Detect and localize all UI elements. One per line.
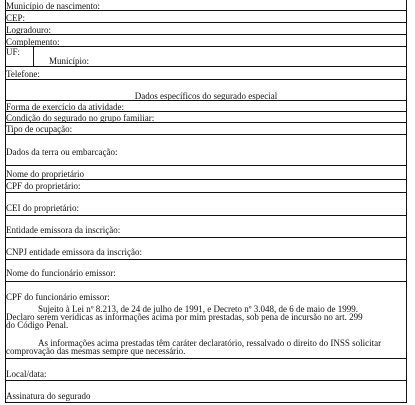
row-cnpj-entidade[interactable] [5,238,407,260]
logradouro-label: Logradouro: [6,25,51,35]
row-tipo-ocupacao[interactable] [5,123,407,135]
row-nome-funcionario[interactable] [5,260,407,282]
row-entidade-emissora[interactable] [5,216,407,238]
declaration-line-5: comprovação das mesmas sempre que necessário. [6,346,186,356]
declaration-line-2: Declaro serem verídicas as informações acima por mim prestadas, sob pena de incursão no art. 299 [6,312,363,322]
row-uf-municipio [5,47,407,67]
cei-proprietario-label: CEI do proprietário: [6,203,79,213]
declaration-line-3: do Código Penal. [6,320,69,330]
row-nome-proprietario[interactable] [5,166,407,180]
entidade-emissora-label: Entidade emissora da inscrição: [6,225,121,235]
row-cep[interactable] [5,11,407,23]
uf-label: UF: [6,47,21,57]
telefone-label: Telefone: [6,69,40,79]
local-data-label: Local/data: [6,369,47,379]
row-cei-proprietario[interactable] [5,193,407,216]
cpf-proprietario-label: CPF do proprietário: [6,181,81,191]
declaration-line-4: As informações acima prestadas têm caráter declaratório, ressalvado o direito do INSS solicitar [38,338,382,348]
complemento-label: Complemento: [6,37,60,47]
row-municipio-nascimento[interactable] [5,0,407,11]
nome-proprietario-label: Nome do proprietário [6,169,84,179]
uf-divider [33,47,34,66]
municipio-label: Município: [49,56,89,66]
assinatura-label: Assinatura do segurado [6,391,91,401]
row-assinatura[interactable] [5,381,407,403]
municipio-nascimento-label: Município de nascimento: [6,1,100,11]
cpf-funcionario-label[interactable]: CPF do funcionário emissor: [6,292,110,302]
condicao-segurado-label: Condição do segurado no grupo familiar: [6,113,155,123]
row-section-title [5,80,407,101]
row-forma-exercicio[interactable] [5,101,407,112]
cep-label: CEP: [6,13,26,23]
row-local-data[interactable] [5,359,407,381]
section-title: Dados específicos do segurado especial [134,91,278,101]
row-cpf-funcionario-declaracao [5,282,407,359]
cnpj-entidade-label: CNPJ entidade emissora da inscrição: [6,247,142,257]
row-condicao-segurado[interactable] [5,112,407,123]
row-dados-terra[interactable] [5,135,407,166]
nome-funcionario-label: Nome do funcionário emissor: [6,268,116,278]
declaration-line-1: Sujeito à Lei nº 8.213, de 24 de julho de 1991, e Decreto nº 3.048, de 6 de maio de 1999. [38,304,359,314]
forma-exercicio-label: Forma de exercício da atividade: [6,102,124,112]
row-telefone[interactable] [5,67,407,80]
row-complemento[interactable] [5,35,407,47]
dados-terra-label: Dados da terra ou embarcação: [6,147,118,157]
tipo-ocupacao-label: Tipo de ocupação: [6,124,73,134]
row-cpf-proprietario[interactable] [5,180,407,193]
row-logradouro[interactable] [5,23,407,35]
